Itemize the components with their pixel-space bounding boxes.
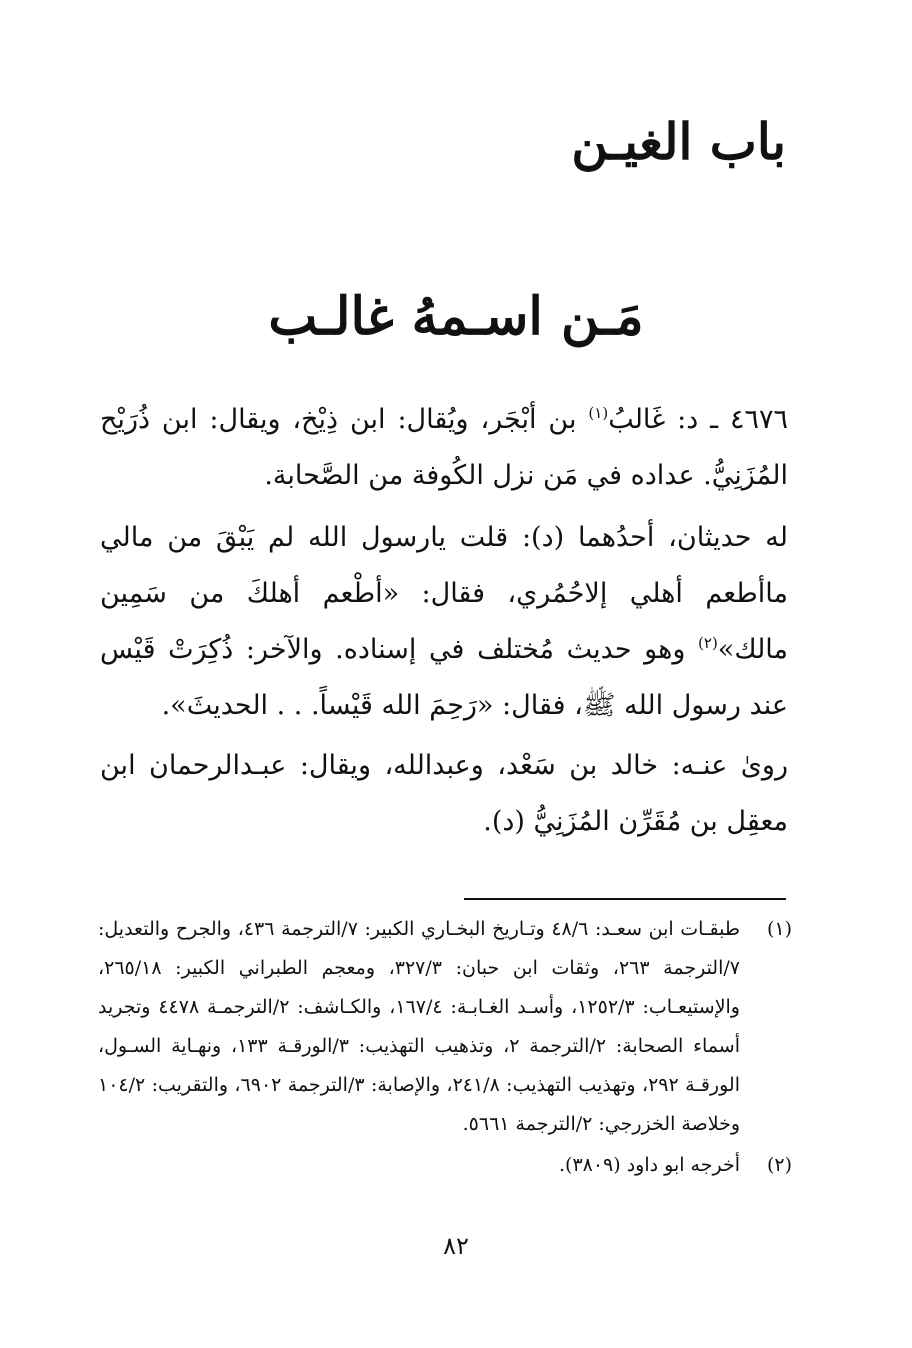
narrators-paragraph: روىٰ عنـه: خالد بن سَعْد، وعبدالله، ويقال: عبـدالرحمان ابن معقِل بن مُقَرِّن المُزَنِيُّ (د). [100, 750, 788, 837]
section-title: مَـن اسـمهُ غالـب [268, 286, 644, 347]
footnote-2 [98, 1146, 792, 1185]
hadiths-paragraph [100, 510, 788, 734]
footnote-1 [98, 910, 792, 1144]
footnote-number: (٢) [766, 1154, 792, 1176]
hadiths-text-first: له حديثان، أحدُهما (د): قلت يارسول الله لم يَبْقَ من مالي ماأطعم أهلي إلاحُمُري، فقال: «أطْعم أهلكَ من سَمِين مالك» [100, 522, 788, 665]
footnote-reference-2[interactable]: (٢) [698, 634, 718, 652]
biography-entry [100, 392, 788, 504]
footnote-separator [464, 898, 786, 900]
hadiths-text-second: وهو حديث مُختلف في إسناده. والآخر: ذُكِرَتْ قَيْس عند رسول الله ﷺ، فقال: «رَحِمَ الله قَيْساً. . . الحديثَ». [100, 634, 788, 721]
entry-number: ٤٦٧٦ [729, 404, 788, 435]
page-number: ٨٢ [443, 1232, 469, 1260]
footnote-text: طبقـات ابن سعـد: ٤٨/٦ وتـاريخ البخـاري الكبير: ٧/الترجمة ٤٣٦، والجرح والتعديل: ٧/الترجمة ٢٦٣، وثقات ابن حبان: ٣٢٧/٣، ومعجم الطبراني الكبير: ٢٦٥/١٨، والإستيعـاب: ١٢٥٢/٣، وأسـد الغـابـة: ١٦٧/٤، والكـاشف: ٢/الترجمـة ٤٤٧٨ وتجريد أسماء الصحابة: ٢/الترجمة ٢، وتذهيب التهذيب: ٣/الورقـة ١٣٣، ونهـاية السـول، الورقـة ٢٩٢، وتهذيب التهذيب: ٢٤١/٨، والإصابة: ٣/الترجمة ٦٩٠٢، والتقريب: ١٠٤/٢ وخلاصة الخزرجي: ٢/الترجمة ٥٦٦١. [98, 918, 740, 1135]
footnote-text: أخرجه ابو داود (٣٨٠٩). [558, 1154, 740, 1176]
footnote-reference-1[interactable]: (١) [588, 404, 609, 422]
footnote-number: (١) [766, 918, 792, 940]
chapter-title: باب الغيـن [571, 112, 786, 171]
footnotes [98, 910, 792, 1185]
entry-lineage-text: بن أبْجَر، ويُقال: ابن ذِيْخ، ويقال: ابن ذُرَيْح المُزَنِيُّ. عداده في مَن نزل الكُوفة من الصَّحابة. [100, 404, 788, 491]
entry-name-text: ـ د: غَالبُ [608, 404, 730, 435]
